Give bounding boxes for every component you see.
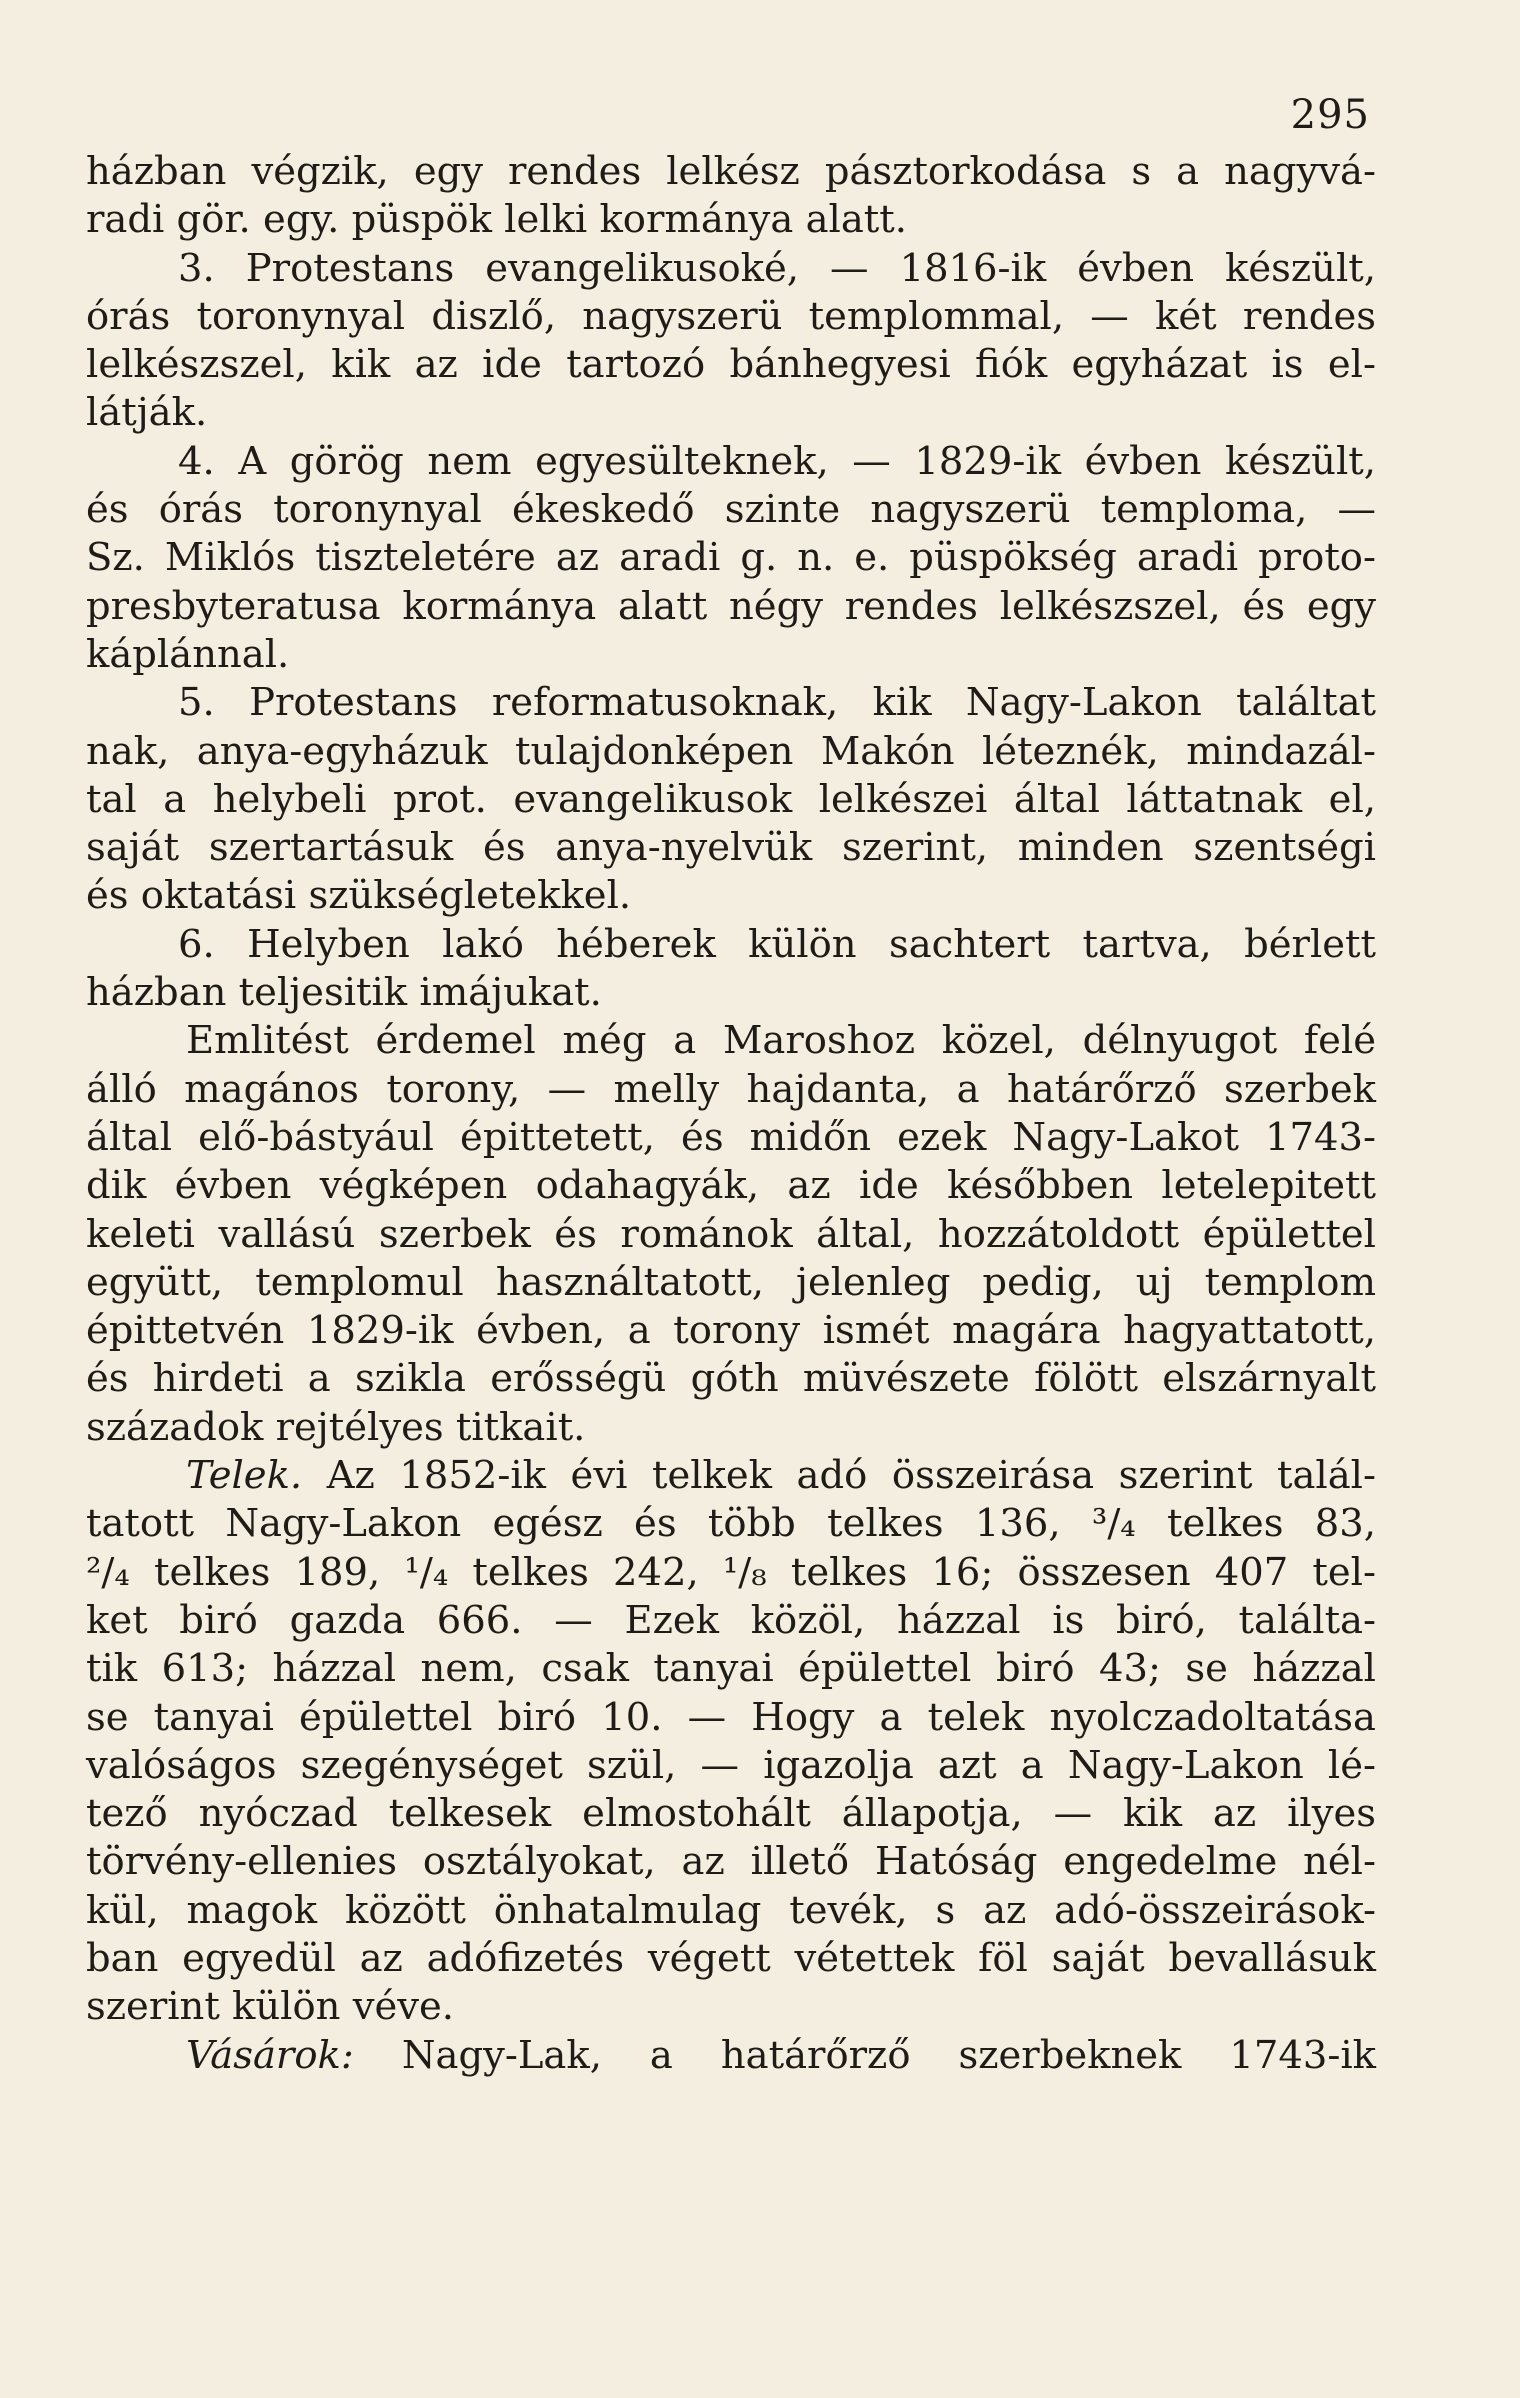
text-line: és órás toronynyal ékeskedő szinte nagyszerü temploma, — <box>86 487 1376 533</box>
text-line: és hirdeti a szikla erősségü góth müvészete fölött elszárnyalt <box>86 1356 1376 1402</box>
text-line: Sz. Miklós tiszteletére az aradi g. n. e. püspökség aradi proto- <box>86 535 1376 581</box>
text-line: látják. <box>86 390 208 436</box>
body-text <box>86 148 1376 2080</box>
text-line: se tanyai épülettel biró 10. — Hogy a telek nyolczadoltatása <box>86 1694 1376 1740</box>
text-line: tatott Nagy-Lakon egész és több telkes 136, ³/₄ telkes 83, <box>86 1501 1376 1547</box>
section-heading-telek: Telek. <box>186 1453 303 1499</box>
text-line: által elő-bástyául épittetett, és midőn ezek Nagy-Lakot 1743- <box>86 1114 1376 1160</box>
text-line: órás toronynyal diszlő, nagyszerü templommal, — két rendes <box>86 293 1376 339</box>
text-line: törvény-ellenies osztályokat, az illető Hatóság engedelme nél- <box>86 1839 1376 1885</box>
text-line: és oktatási szükségletekkel. <box>86 873 632 919</box>
page-number: 295 <box>1290 92 1370 138</box>
text-line: házban teljesitik imájukat. <box>86 970 602 1016</box>
text-line: valóságos szegénységet szül, — igazolja azt a Nagy-Lakon lé- <box>86 1742 1376 1788</box>
text-line: káplánnal. <box>86 631 290 677</box>
text-line: dik évben végképen odahagyák, az ide későbben letelepitett <box>86 1163 1376 1209</box>
text-line: századok rejtélyes titkait. <box>86 1404 586 1450</box>
text-line: együtt, templomul használtatott, jelenleg pedig, uj templom <box>86 1259 1376 1305</box>
text-line: 4. A görög nem egyesülteknek, — 1829-ik évben készült, <box>178 438 1376 484</box>
text-line: keleti vallású szerbek és románok által, hozzátoldott épülettel <box>86 1211 1376 1257</box>
text-line: saját szertartásuk és anya-nyelvük szerint, minden szentségi <box>86 825 1376 871</box>
text-line: ban egyedül az adófizetés végett vétettek föl saját bevallásuk <box>86 1935 1376 1981</box>
text-line: radi gör. egy. püspök lelki kormánya alatt. <box>86 197 907 243</box>
text-line: Emlitést érdemel még a Maroshoz közel, délnyugot felé <box>186 1018 1376 1064</box>
section-text: Az 1852-ik évi telkek adó összeirása szerint talál- <box>302 1453 1376 1499</box>
text-line: lelkészszel, kik az ide tartozó bánhegyesi fiók egyházat is el- <box>86 342 1376 388</box>
text-line: 6. Helyben lakó héberek külön sachtert tartva, bérlett <box>178 921 1376 967</box>
text-line: tal a helybeli prot. evangelikusok lelkészei által láttatnak el, <box>86 776 1376 822</box>
text-line: 5. Protestans reformatusoknak, kik Nagy-Lakon találtat <box>178 680 1376 726</box>
text-line: ket biró gazda 666. — Ezek közöl, házzal is biró, találta- <box>86 1597 1376 1643</box>
text-line: tező nyóczad telkesek elmostohált állapotja, — kik az ilyes <box>86 1791 1376 1837</box>
section-line-telek <box>86 1452 1376 1500</box>
text-line: kül, magok között önhatalmulag tevék, s az adó-összeirások- <box>86 1887 1376 1933</box>
text-line: presbyteratusa kormánya alatt négy rendes lelkészszel, és egy <box>86 583 1376 629</box>
section-heading-vasarok: Vásárok: <box>186 2032 354 2078</box>
text-line: 3. Protestans evangelikusoké, — 1816-ik évben készült, <box>178 245 1376 291</box>
text-line: ²/₄ telkes 189, ¹/₄ telkes 242, ¹/₈ telkes 16; összesen 407 tel- <box>86 1549 1376 1595</box>
text-line: épittetvén 1829-ik évben, a torony ismét magára hagyattatott, <box>86 1308 1376 1354</box>
text-line: álló magános torony, — melly hajdanta, a határőrző szerbek <box>86 1066 1376 1112</box>
text-line: házban végzik, egy rendes lelkész pásztorkodása s a nagyvá- <box>86 149 1376 194</box>
section-text: Nagy-Lak, a határőrző szerbeknek 1743-ik <box>353 2032 1376 2078</box>
text-line: szerint külön véve. <box>86 1984 455 2030</box>
text-line: tik 613; házzal nem, csak tanyai épülettel biró 43; se házzal <box>86 1646 1376 1692</box>
section-line-vasarok <box>86 2032 1376 2080</box>
text-line: nak, anya-egyházuk tulajdonképen Makón léteznék, mindazál- <box>86 728 1376 774</box>
